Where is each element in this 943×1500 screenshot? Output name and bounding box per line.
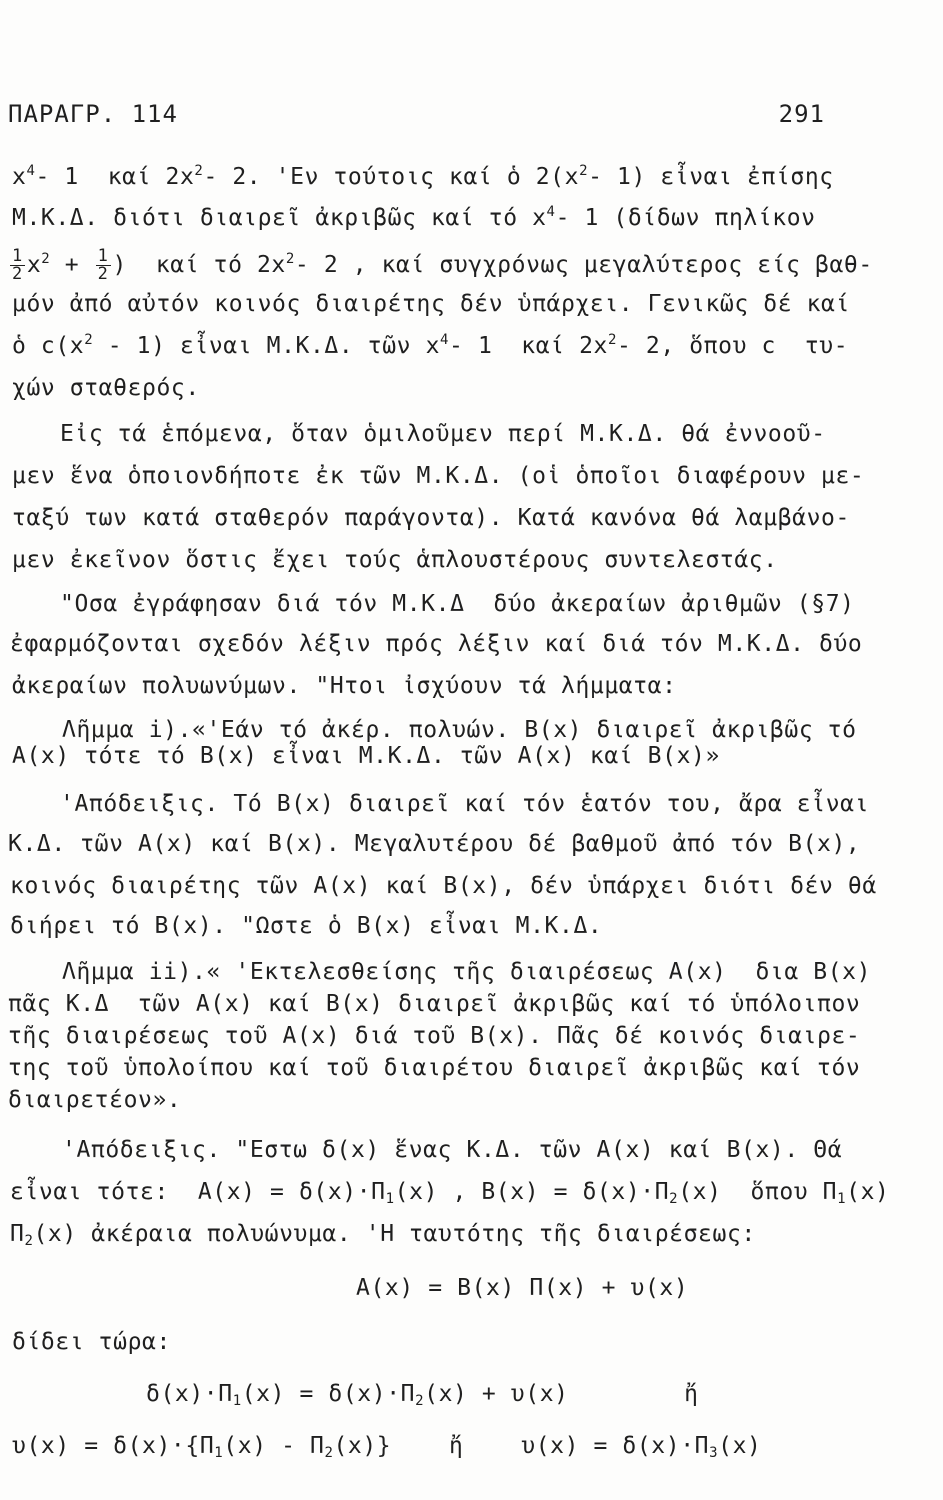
text-line: $\frac{1}{2}$ $x^2$ + $\frac{1}{2}$ ) καί τό $2x^2-$ 2 , καί συγχρόνως μεγαλύτερος είς βαθ- bbox=[12, 246, 873, 284]
text-line: Εἰς τά ἑπόμενα, ὅταν ὁμιλοῦμεν περί Μ.Κ.Δ. θά ἐννοοῦ- bbox=[60, 421, 826, 447]
text-line: διαιρετέον». bbox=[8, 1087, 182, 1113]
text-line: $\Pi_2(x)$ ἀκέραια πολυώνυμα. 'Η ταυτότης τῆς διαιρέσεως: bbox=[10, 1221, 756, 1249]
text-line: "Οσα ἐγράφησαν διά τόν Μ.Κ.Δ δύο ἀκεραίων ἀριθμῶν (§7) bbox=[60, 591, 855, 617]
text-line: Μ.Κ.Δ. διότι διαιρεῖ ἀκριβῶς καί τό $x^4-$ 1 (δίδων πηλίκον bbox=[12, 204, 816, 231]
text-line: μεν ἐκεῖνον ὅστις ἔχει τούς ἁπλουστέρους συντελεστάς. bbox=[12, 547, 778, 573]
text-line: Α(x) τότε τό Β(x) εἶναι Μ.Κ.Δ. τῶν Α(x) καί Β(x)» bbox=[12, 743, 720, 769]
text-line: 'Απόδειξις. "Εστω δ(x) ἕνας Κ.Δ. τῶν Α(x) καί Β(x). Θά bbox=[62, 1137, 843, 1163]
text-line: ἀκεραίων πολυωνύμων. "Ητοι ἰσχύουν τά λήμματα: bbox=[12, 673, 677, 699]
text-line: Κ.Δ. τῶν Α(x) καί Β(x). Μεγαλυτέρου δέ βαθμοῦ ἀπό τόν Β(x), bbox=[8, 831, 861, 857]
text-line: χών σταθερός. bbox=[12, 375, 200, 401]
text-line: ἐφαρμόζονται σχεδόν λέξιν πρός λέξιν καί διά τόν Μ.Κ.Δ. δύο bbox=[10, 631, 863, 657]
equation: $\delta(x)\cdot\Pi_1(x) = \delta(x)\cdot\Pi_2(x) + \upsilon(x)$ ἤ bbox=[146, 1381, 699, 1409]
text-line: 'Απόδειξις. Τό Β(x) διαιρεῖ καί τόν ἑατόν του, ἄρα εἶναι bbox=[60, 791, 870, 817]
text-line: ταξύ των κατά σταθερόν παράγοντα). Κατά κανόνα θά λαμβάνο- bbox=[12, 505, 850, 531]
text-line: ὁ $c(x^2 - 1)$ εἶναι Μ.Κ.Δ. τῶν $x^4-$ 1 καί $2x^2-$ 2, ὅπου c τυ- bbox=[12, 332, 849, 359]
text-line: μεν ἕνα ὁποιονδήποτε ἐκ τῶν Μ.Κ.Δ. (οἱ ὁποῖοι διαφέρουν με- bbox=[12, 463, 865, 489]
text-line: πᾶς Κ.Δ τῶν Α(x) καί Β(x) διαιρεῖ ἀκριβῶς καί τό ὑπόλοιπον bbox=[8, 991, 861, 1017]
text-line: τῆς διαιρέσεως τοῦ Α(x) διά τοῦ Β(x). Πᾶς δέ κοινός διαιρε- bbox=[8, 1023, 861, 1049]
equation: Α(x) = Β(x) Π(x) + υ(x) bbox=[356, 1275, 689, 1301]
lemma-heading: Λῆμμα ii).« 'Εκτελεσθείσης τῆς διαιρέσεως Α(x) δια Β(x) bbox=[62, 959, 872, 985]
text-line: εἶναι τότε: $A(x) = \delta(x)\cdot\Pi_1(x)$ , $B(x) = \delta(x)\cdot\Pi_2(x)$ ὅπου $\Pi_1(x)$ bbox=[10, 1179, 890, 1207]
text-line: της τοῦ ὑπολοίπου καί τοῦ διαιρέτου διαιρεῖ ἀκριβῶς καί τόν bbox=[8, 1055, 861, 1081]
text-line: κοινός διαιρέτης τῶν Α(x) καί Β(x), δέν ὑπάρχει διότι δέν θά bbox=[10, 873, 877, 899]
text-line: διήρει τό Β(x). "Ωστε ὁ Β(x) εἶναι Μ.Κ.Δ. bbox=[10, 913, 603, 939]
fraction: $\frac{1}{2}$ bbox=[97, 246, 109, 284]
text-line: $x^4-$ 1 καί $2x^2-$ 2. 'Εν τούτοις καί ὁ $2(x^2-$ 1) εἶναι ἐπίσης bbox=[12, 163, 834, 190]
text-line: μόν ἀπό αὐτόν κοινός διαιρέτης δέν ὑπάρχει. Γενικῶς δέ καί bbox=[12, 291, 850, 317]
running-head: ΠΑΡΑΓΡ. 114 bbox=[8, 100, 178, 128]
fraction: $\frac{1}{2}$ bbox=[12, 246, 23, 284]
text-line: δίδει τώρα: bbox=[12, 1329, 171, 1355]
equation: $\upsilon(x) = \delta(x)\cdot\{\Pi_1(x) - \Pi_2(x)\}$ ἤ $\upsilon(x) = \delta(x)\cdot\Pi_3(x)$ bbox=[12, 1433, 762, 1461]
lemma-heading: Λῆμμα i).«'Εάν τό ἀκέρ. πολυών. Β(x) διαιρεῖ ἀκριβῶς τό bbox=[62, 717, 857, 743]
page-number: 291 bbox=[778, 100, 825, 128]
